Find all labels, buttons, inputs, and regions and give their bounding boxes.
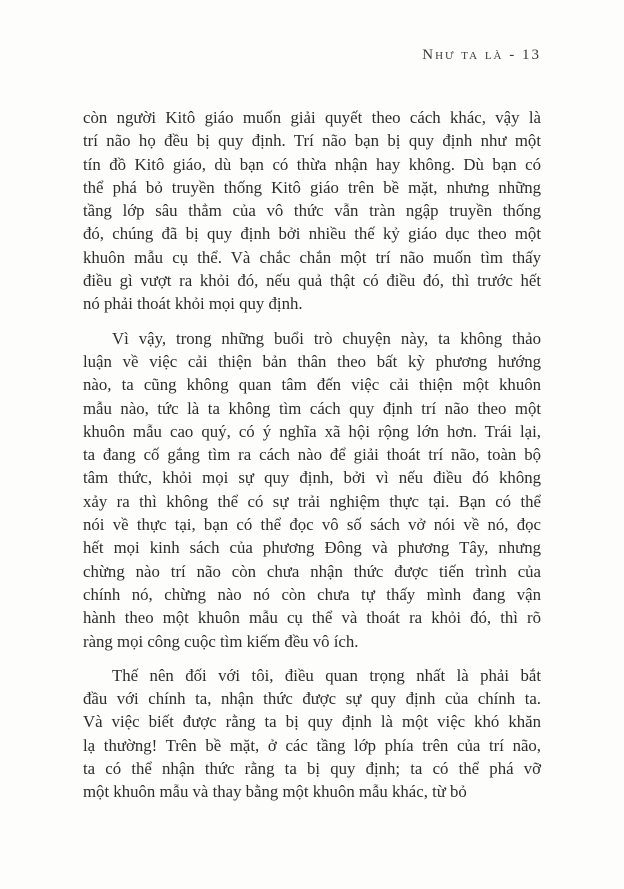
text-line: ta có thể nhận thức rằng ta bị quy định; ta có thể phá vỡ (83, 759, 541, 779)
text-line: còn người Kitô giáo muốn giải quyết theo cách khác, vậy là (83, 108, 541, 127)
paragraph (83, 106, 541, 316)
text-line: mẫu nào, tức là ta không tìm cách quy định trí não theo một (83, 398, 541, 418)
text-line: hành theo một khuôn mẫu cụ thể và thoát ra khỏi đó, thì rõ (83, 608, 541, 628)
text-line: chừng nào trí não còn chưa nhận thức được tiến trình của (83, 561, 541, 581)
text-line: tầng lớp sâu thẳm của vô thức vẫn tràn ngập truyền thống (83, 201, 541, 221)
text-line: Thế nên đối với tôi, điều quan trọng nhất là phải bắt (112, 665, 541, 685)
page-text-block (83, 106, 541, 815)
text-line: Và việc biết được rằng ta bị quy định là một việc khó khăn (83, 712, 541, 732)
text-line: xảy ra thì không thể có sự trải nghiệm thực tại. Bạn có thể (83, 491, 541, 511)
text-line: ta đang cố gắng tìm ra cách nào để giải thoát trí não, toàn bộ (83, 445, 541, 465)
text-line: đó, chúng đã bị quy định bởi nhiều thế kỷ giáo dục theo một (83, 224, 541, 244)
paragraph (83, 664, 541, 804)
text-line: lạ thường! Trên bề mặt, ở các tầng lớp phía trên của trí não, (83, 735, 541, 755)
text-line: tâm thức, khỏi mọi sự quy định, bởi vì nếu điều đó không (83, 468, 541, 488)
text-line: nói về thực tại, bạn có thể đọc vô số sách vở nói về nó, đọc (83, 515, 541, 535)
text-line: khuôn mẫu cụ thể. Và chắc chắn một trí não muốn tìm thấy (83, 247, 541, 267)
text-line: chính nó, chừng nào nó còn chưa tự thấy mình đang vận (83, 584, 541, 604)
text-line: Vì vậy, trong những buổi trò chuyện này, ta không thảo (112, 328, 541, 348)
running-header-text: Như ta là - 13 (422, 47, 541, 63)
text-line: tín đồ Kitô giáo, dù bạn có thừa nhận hay không. Dù bạn có (83, 154, 541, 174)
text-line: điều gì vượt ra khỏi đó, nếu quả thật có điều đó, thì trước hết (83, 271, 541, 291)
text-line: một khuôn mẫu và thay bằng một khuôn mẫu khác, từ bỏ (83, 782, 467, 802)
text-line: trí não họ đều bị quy định. Trí não bạn bị quy định như một (83, 131, 541, 151)
text-line: nào, ta cũng không quan tâm đến việc cải thiện một khuôn (83, 375, 541, 395)
running-header (83, 47, 541, 64)
text-line: đầu với chính ta, nhận thức được sự quy định của chính ta. (83, 689, 541, 709)
text-line: hết mọi kinh sách của phương Đông và phương Tây, nhưng (83, 538, 541, 558)
text-line: khuôn mẫu cao quý, có ý nghĩa xã hội rộng lớn hơn. Trái lại, (83, 421, 541, 441)
text-line: nó phải thoát khỏi mọi quy định. (83, 294, 303, 314)
text-line: ràng mọi công cuộc tìm kiếm đều vô ích. (83, 631, 359, 651)
text-line: luận về việc cải thiện bản thân theo bất kỳ phương hướng (83, 351, 541, 371)
text-line: thể phá bỏ truyền thống Kitô giáo trên bề mặt, nhưng những (83, 177, 541, 197)
paragraph (83, 327, 541, 653)
